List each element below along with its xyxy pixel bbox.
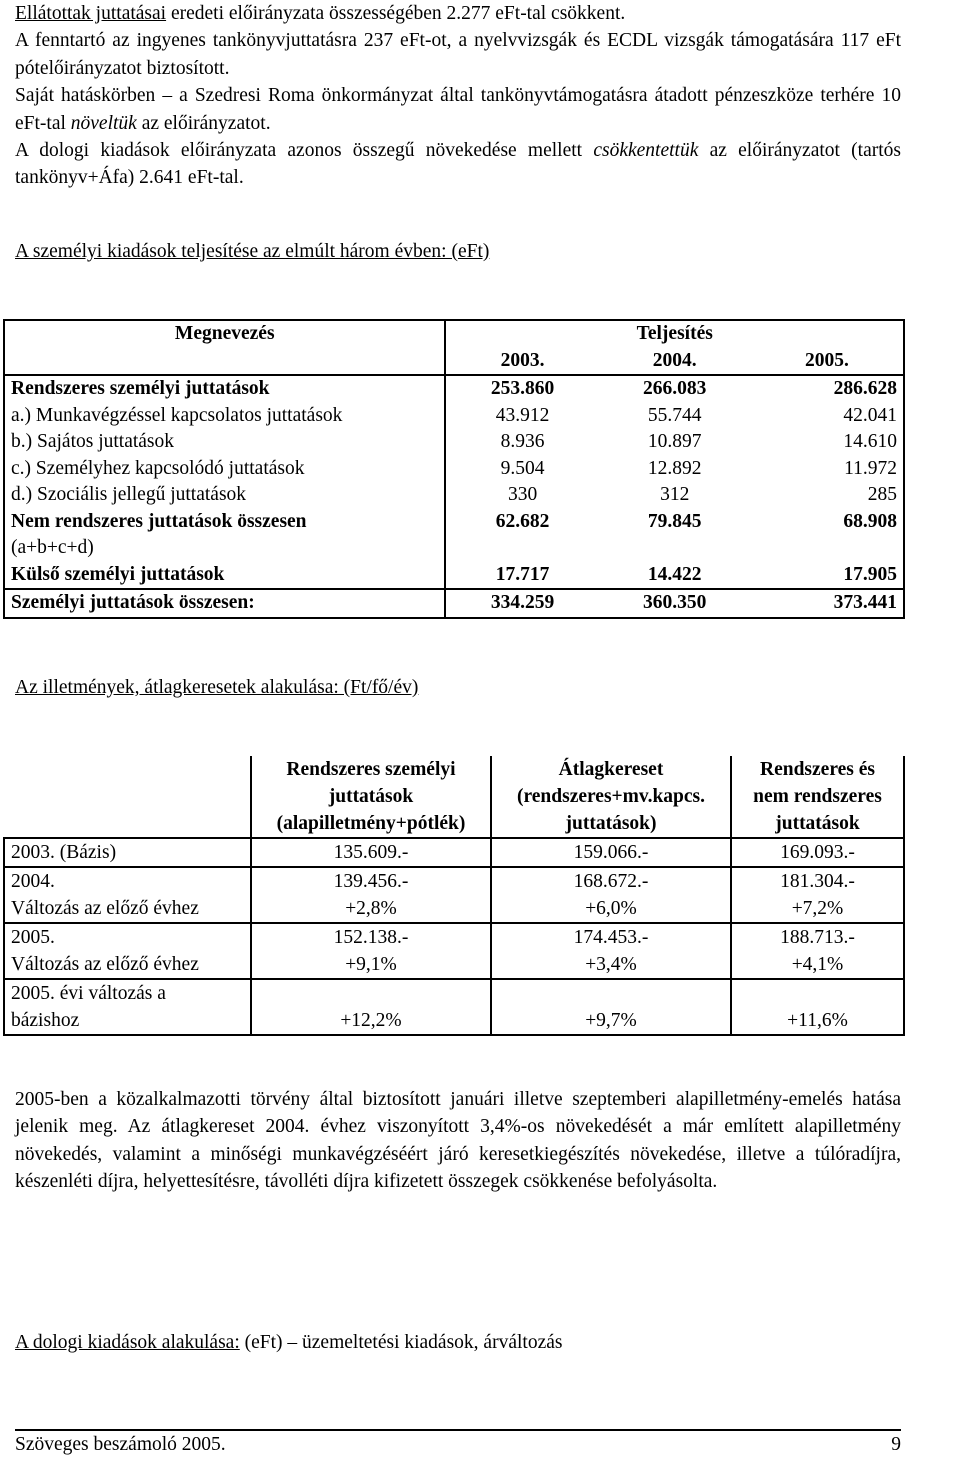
row-label-sub: Változás az előző évhez xyxy=(11,898,199,919)
cell-value: 334.259 xyxy=(445,589,598,618)
table-total-row xyxy=(4,589,904,618)
cell-value: 253.860 xyxy=(445,375,598,403)
header-line: Átlagkereset xyxy=(558,759,664,780)
section3-heading-rest: (eFt) – üzemeltetési kiadások, árváltozás xyxy=(239,1332,563,1353)
intro-line-1-text: eredeti előirányzata összességében 2.277 eFt-tal csökkent. xyxy=(166,3,626,24)
analysis-text: 2005-ben a közalkalmazotti törvény által biztosított januári illetve szeptemberi alapilletmény-emelés hatása jelenik meg. Az átlagkereset 2004. évhez viszonyított 3,4%-os növekedését a már említett alapilletmény növekedés, valamint a minőségi munkavégzéséért járó keresetkiegészítés növekedése, illetve a túlóradíjra, készenléti díjra, helyettesítésre, távolléti díjra kifizetett összegek csökkenése befolyásolta. xyxy=(15,1089,901,1193)
row-label: Külső személyi juttatások xyxy=(4,562,445,590)
cell-value: 14.422 xyxy=(647,563,702,585)
cell-value xyxy=(251,923,491,979)
value-amount: 181.304.- xyxy=(780,871,855,892)
row-label: a.) Munkavégzéssel kapcsolatos juttatások xyxy=(4,403,445,430)
header-line: nem rendszeres xyxy=(753,786,882,807)
row-label-sub: Változás az előző évhez xyxy=(11,954,199,975)
cell-value: +9,7% xyxy=(491,979,731,1035)
cell-value: 43.912 xyxy=(495,404,550,426)
table-row xyxy=(4,429,904,456)
value-percent: +6,0% xyxy=(585,898,637,919)
salary-table xyxy=(3,756,905,1036)
col-header-total xyxy=(731,756,904,838)
row-label: d.) Szociális jellegű juttatások xyxy=(4,482,445,509)
intro-line-4-c: az előirányzatot (tartós tankönyv+Áfa) 2.641 eFt-tal. xyxy=(15,140,901,189)
value-percent: +4,1% xyxy=(791,954,844,975)
table-row xyxy=(4,482,904,509)
row-label: b.) Sajátos juttatások xyxy=(4,429,445,456)
value-percent: +2,8% xyxy=(345,898,397,919)
table-row xyxy=(4,375,904,403)
header-line: juttatások xyxy=(328,786,414,807)
cell-value: 286.628 xyxy=(751,375,904,403)
row-label-sub: (a+b+c+d) xyxy=(11,537,94,558)
ellatottak-link: Ellátottak juttatásai xyxy=(15,3,167,24)
cell-value: 330 xyxy=(507,484,538,505)
header-line: juttatások xyxy=(775,813,860,834)
table-row xyxy=(4,403,904,430)
table-row xyxy=(4,456,904,483)
cell-value: 62.682 xyxy=(495,510,550,532)
value-amount: 188.713.- xyxy=(780,927,855,948)
header-line: juttatások) xyxy=(565,813,657,834)
cell-value: 266.083 xyxy=(599,375,751,403)
intro-line-4-a: A dologi kiadások előirányzata azonos összegű növekedése mellett xyxy=(15,140,594,162)
value-percent: +9,1% xyxy=(345,954,397,975)
cell-value: 10.897 xyxy=(647,431,702,452)
row-label-sub: bázishoz xyxy=(11,1010,80,1031)
intro-line-4-b: csökkentettük xyxy=(593,140,699,162)
section3-heading xyxy=(15,1332,562,1354)
row-label xyxy=(4,509,445,562)
row-label-main: 2004. xyxy=(11,871,55,892)
header-empty-cell xyxy=(4,756,251,838)
table-row xyxy=(4,509,904,562)
header-line: (rendszeres+mv.kapcs. xyxy=(516,786,706,807)
cell-value: 79.845 xyxy=(647,510,702,532)
value-amount: 152.138.- xyxy=(333,927,409,948)
intro-line-4 xyxy=(15,137,901,192)
cell-value: 14.610 xyxy=(843,431,897,452)
cell-value: 159.066.- xyxy=(491,838,731,867)
value-amount: 174.453.- xyxy=(573,927,649,948)
cell-value: 285 xyxy=(867,484,897,505)
cell-value xyxy=(731,867,904,923)
col-name-header: Megnevezés xyxy=(4,320,445,375)
col-group-header: Teljesítés xyxy=(636,323,713,344)
year-header: 2005. xyxy=(804,349,849,371)
cell-value: 42.041 xyxy=(843,404,897,426)
cell-value: 135.609.- xyxy=(251,838,491,867)
cell-value xyxy=(251,867,491,923)
cell-value: 17.905 xyxy=(843,563,897,585)
row-label-main: 2005. xyxy=(11,927,55,948)
value-percent: +3,4% xyxy=(585,954,637,975)
cell-value xyxy=(731,923,904,979)
section2-heading: Az illetmények, átlagkeresetek alakulása: (Ft/fő/év) xyxy=(15,677,419,698)
header-line: (alapilletmény+pótlék) xyxy=(276,813,466,834)
page-footer xyxy=(15,1434,901,1456)
cell-value: 9.504 xyxy=(500,457,545,479)
table-header-row xyxy=(4,320,904,348)
value-percent: +7,2% xyxy=(791,898,844,919)
year-header: 2003. xyxy=(500,349,545,371)
cell-value xyxy=(491,867,731,923)
intro-line-3-a: Saját hatáskörben – a Szedresi Roma önkormányzat által tankönyvtámogatásra átadott pénzeszköze terhére 10 eFt-tal xyxy=(15,85,901,134)
cell-value: +11,6% xyxy=(731,979,904,1035)
footer-title: Szöveges beszámoló 2005. xyxy=(15,1434,226,1455)
intro-line-3 xyxy=(15,82,901,137)
cell-value: 11.972 xyxy=(844,457,897,479)
intro-line-3-c: az előirányzatot. xyxy=(136,112,271,134)
row-label: 2003. (Bázis) xyxy=(4,838,251,867)
cell-value: 8.936 xyxy=(500,431,545,452)
cell-value: 55.744 xyxy=(647,404,702,426)
footer-divider xyxy=(15,1429,901,1431)
table-row xyxy=(4,979,904,1035)
analysis-paragraph xyxy=(15,1086,901,1196)
table-row xyxy=(4,838,904,867)
cell-value: +12,2% xyxy=(251,979,491,1035)
table-row xyxy=(4,562,904,590)
header-line: Rendszeres személyi xyxy=(286,759,456,780)
page-number: 9 xyxy=(891,1434,901,1455)
intro-line-3-b: növeltük xyxy=(70,112,137,134)
row-label: Rendszeres személyi juttatások xyxy=(4,375,445,403)
row-label xyxy=(4,979,251,1035)
year-header: 2004. xyxy=(652,349,697,371)
row-label-main: 2005. évi változás a xyxy=(11,983,166,1004)
intro-line-2: A fenntartó az ingyenes tankönyvjuttatásra 237 eFt-ot, a nyelvvizsgák és ECDL vizsgák támogatására 117 eFt pótelőirányzatot biztosított. xyxy=(15,30,901,79)
cell-value: 17.717 xyxy=(495,563,550,585)
cell-value: 12.892 xyxy=(647,457,702,479)
table-header-row xyxy=(4,756,904,838)
value-amount: 139.456.- xyxy=(333,871,409,892)
intro-line-1 xyxy=(15,0,901,27)
cell-value: 169.093.- xyxy=(731,838,904,867)
row-label-main: Nem rendszeres juttatások összesen xyxy=(11,510,307,532)
section1-heading: A személyi kiadások teljesítése az elmúlt három évben: (eFt) xyxy=(15,241,490,262)
cell-value: 373.441 xyxy=(751,589,904,618)
intro-text xyxy=(15,0,901,192)
value-amount: 168.672.- xyxy=(573,871,649,892)
row-label: c.) Személyhez kapcsolódó juttatások xyxy=(4,456,445,483)
personnel-expenses-table xyxy=(3,319,905,619)
col-header-regular xyxy=(251,756,491,838)
row-label xyxy=(4,923,251,979)
row-label: Személyi juttatások összesen: xyxy=(4,589,445,618)
cell-value xyxy=(491,923,731,979)
cell-value: 360.350 xyxy=(599,589,751,618)
row-label xyxy=(4,867,251,923)
cell-value: 68.908 xyxy=(843,510,897,532)
cell-value: 312 xyxy=(660,484,690,505)
table-row xyxy=(4,923,904,979)
col-header-average xyxy=(491,756,731,838)
section3-heading-underlined: A dologi kiadások alakulása: xyxy=(15,1332,240,1353)
header-line: Rendszeres és xyxy=(760,759,875,780)
table-row xyxy=(4,867,904,923)
